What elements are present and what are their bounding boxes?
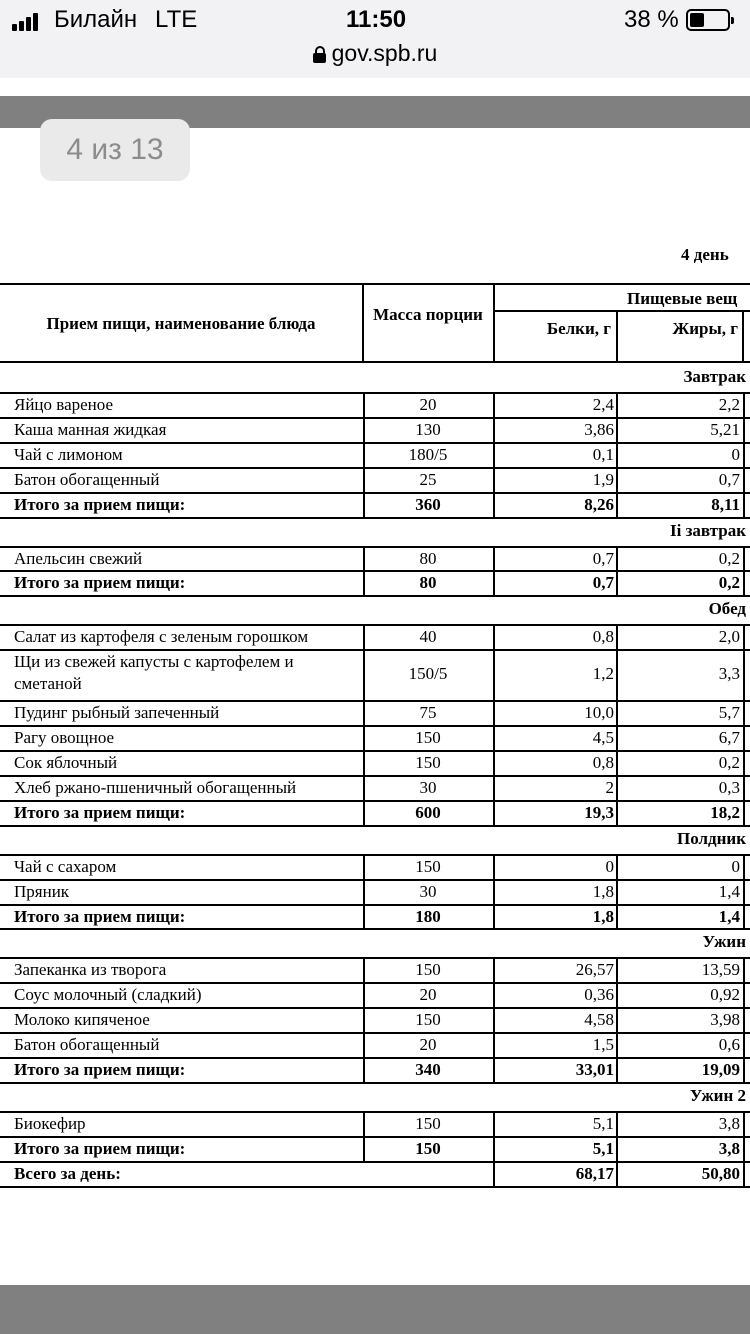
column-divider	[743, 649, 745, 702]
column-divider	[616, 310, 618, 363]
row-border	[0, 570, 750, 572]
column-divider	[363, 700, 365, 727]
column-divider	[616, 879, 618, 906]
fat-cell: 5,7	[718, 703, 740, 723]
dish-name: Сок яблочный	[14, 753, 118, 772]
protein-cell: 5,1	[592, 1138, 614, 1158]
protein-cell: 2	[605, 777, 614, 797]
column-divider	[743, 879, 745, 906]
column-divider	[363, 467, 365, 494]
total-label: Итого за прием пищи:	[14, 573, 186, 593]
dish-name: Чай с сахаром	[14, 856, 117, 876]
column-divider	[493, 1057, 495, 1084]
mass-cell: 75	[419, 703, 437, 723]
dish-name: Биокефир	[14, 1113, 86, 1133]
fat-cell: 3,3	[718, 664, 740, 684]
row-border	[0, 417, 750, 419]
section-title: Ужин 2	[689, 1085, 746, 1105]
column-divider	[743, 982, 745, 1009]
fat-cell: 0,7	[718, 469, 740, 489]
column-divider	[743, 467, 745, 494]
column-divider	[616, 957, 618, 984]
dish-name: Яйцо вареное	[14, 395, 114, 414]
column-divider	[493, 442, 495, 469]
column-divider	[363, 775, 365, 802]
column-divider	[362, 283, 364, 363]
column-divider	[493, 417, 495, 444]
fat-cell: 0	[731, 856, 740, 876]
mass-cell: 150	[415, 1113, 441, 1133]
mass-cell: 180	[415, 906, 441, 926]
column-divider	[363, 649, 365, 702]
protein-cell: 1,2	[592, 664, 614, 684]
column-divider	[743, 546, 745, 573]
dish-name: Пудинг рыбный запеченный	[14, 703, 220, 723]
fat-cell: 0,3	[718, 777, 740, 797]
column-divider	[743, 1032, 745, 1059]
fat-cell: 50,80	[701, 1163, 740, 1183]
mass-cell: 30	[419, 777, 437, 797]
total-label: Всего за день:	[14, 1163, 121, 1183]
dish-name: Апельсин свежий	[14, 548, 143, 568]
fat-cell: 1,4	[718, 881, 740, 901]
row-border	[0, 904, 750, 906]
mass-cell: 20	[419, 395, 437, 414]
column-divider	[616, 750, 618, 777]
column-divider	[743, 1007, 745, 1034]
column-divider	[743, 570, 745, 597]
column-divider	[493, 854, 495, 881]
column-divider	[493, 546, 495, 573]
column-divider	[493, 725, 495, 752]
protein-cell: 2,4	[592, 395, 614, 414]
column-divider	[363, 546, 365, 573]
status-bar	[0, 0, 750, 78]
column-divider	[616, 800, 618, 827]
column-divider	[616, 775, 618, 802]
fat-cell: 3,8	[718, 1138, 740, 1158]
row-border	[0, 879, 750, 881]
mass-cell: 25	[419, 469, 437, 489]
mass-cell: 80	[419, 573, 437, 593]
fat-cell: 19,09	[701, 1060, 740, 1079]
mass-cell: 150	[415, 1010, 441, 1030]
row-border	[0, 442, 750, 444]
mass-cell: 150	[415, 960, 441, 980]
dish-name: Салат из картофеля с зеленым горошком	[14, 627, 309, 647]
mass-cell: 150	[415, 856, 441, 876]
protein-cell: 0,1	[592, 444, 614, 464]
row-border	[0, 1057, 750, 1059]
total-label: Итого за прием пищи:	[14, 802, 186, 822]
column-divider	[493, 1161, 495, 1188]
row-border	[0, 1082, 750, 1084]
mass-cell: 150	[415, 753, 441, 772]
column-divider	[743, 904, 745, 931]
table-border	[0, 546, 750, 548]
fat-cell: 0	[731, 444, 740, 464]
column-divider	[616, 1032, 618, 1059]
row-border	[0, 928, 750, 930]
mass-cell: 40	[419, 627, 437, 647]
column-divider	[493, 1032, 495, 1059]
column-divider	[363, 570, 365, 597]
column-divider	[493, 624, 495, 651]
fat-cell: 5,21	[710, 419, 740, 439]
total-label: Итого за прием пищи:	[14, 1060, 186, 1079]
section-title: Полдник	[676, 828, 746, 848]
row-border	[0, 467, 750, 469]
row-border	[0, 595, 750, 597]
protein-cell: 5,1	[592, 1113, 614, 1133]
column-divider	[493, 957, 495, 984]
column-divider	[616, 725, 618, 752]
column-divider	[616, 854, 618, 881]
column-divider	[493, 1136, 495, 1163]
column-divider	[743, 854, 745, 881]
mass-cell: 360	[415, 494, 441, 514]
protein-cell: 0,7	[592, 548, 614, 568]
column-divider	[616, 467, 618, 494]
total-label: Итого за прием пищи:	[14, 906, 186, 926]
battery-percent: 38 %	[624, 6, 679, 33]
fat-cell: 0,6	[718, 1035, 740, 1055]
header-proteins: Белки, г	[546, 319, 611, 338]
column-divider	[493, 392, 495, 419]
column-divider	[743, 725, 745, 752]
column-divider	[743, 1161, 745, 1188]
total-label: Итого за прием пищи:	[14, 1138, 186, 1158]
column-divider	[363, 417, 365, 444]
mass-cell: 80	[419, 548, 437, 568]
viewer-bottom-bar	[0, 1285, 750, 1334]
column-divider	[743, 492, 745, 519]
column-divider	[363, 442, 365, 469]
column-divider	[363, 982, 365, 1009]
table-border	[493, 310, 750, 312]
column-divider	[743, 750, 745, 777]
column-divider	[493, 879, 495, 906]
fat-cell: 3,98	[710, 1010, 740, 1030]
protein-cell: 0,36	[584, 985, 614, 1005]
dish-name: Хлеб ржано-пшеничный обогащенный	[14, 777, 297, 797]
column-divider	[363, 904, 365, 931]
column-divider	[616, 982, 618, 1009]
row-border	[0, 1032, 750, 1034]
dish-name: Пряник	[14, 881, 70, 901]
column-divider	[363, 392, 365, 419]
row-border	[0, 982, 750, 984]
column-divider	[363, 1032, 365, 1059]
header-mass: Масса порции	[373, 305, 483, 324]
protein-cell: 1,8	[592, 881, 614, 901]
mass-cell: 340	[415, 1060, 441, 1079]
column-divider	[743, 800, 745, 827]
section-title: Ужин	[702, 932, 746, 952]
column-divider	[363, 1136, 365, 1163]
signal-icon	[12, 13, 46, 31]
row-border	[0, 750, 750, 752]
column-divider	[363, 800, 365, 827]
column-divider	[616, 1136, 618, 1163]
mass-cell: 30	[419, 881, 437, 901]
column-divider	[363, 750, 365, 777]
protein-cell: 68,17	[575, 1163, 614, 1183]
protein-cell: 26,57	[575, 960, 614, 980]
column-divider	[616, 904, 618, 931]
table-border	[0, 392, 750, 394]
column-divider	[363, 492, 365, 519]
protein-cell: 4,5	[592, 728, 614, 748]
protein-cell: 1,5	[592, 1035, 614, 1055]
fat-cell: 0,92	[710, 985, 740, 1005]
row-border	[0, 800, 750, 802]
column-divider	[616, 417, 618, 444]
row-border	[0, 725, 750, 727]
section-title: Обед	[708, 599, 746, 619]
carrier-name: Билайн	[54, 6, 138, 33]
column-divider	[616, 1161, 618, 1188]
column-divider	[743, 624, 745, 651]
column-divider	[363, 1057, 365, 1084]
header-nutrients-group: Пищевые вещ	[627, 289, 738, 308]
column-divider	[616, 392, 618, 419]
column-divider	[616, 442, 618, 469]
column-divider	[743, 442, 745, 469]
page-indicator: 4 из 13	[40, 119, 190, 181]
column-divider	[743, 1057, 745, 1084]
section-title: Ii завтрак	[670, 520, 746, 540]
protein-cell: 0	[605, 856, 614, 876]
column-divider	[363, 624, 365, 651]
dish-name: Чай с лимоном	[14, 444, 123, 464]
fat-cell: 0,2	[718, 573, 740, 593]
protein-cell: 1,9	[592, 469, 614, 489]
column-divider	[363, 879, 365, 906]
total-label: Итого за прием пищи:	[14, 494, 186, 514]
mass-cell: 180/5	[408, 444, 448, 464]
row-border	[0, 517, 750, 519]
mass-cell: 20	[419, 1035, 437, 1055]
fat-cell: 18,2	[710, 802, 740, 822]
column-divider	[493, 982, 495, 1009]
dish-name: Щи из свежей капусты с картофелем и	[14, 652, 294, 672]
column-divider	[743, 700, 745, 727]
protein-cell: 8,26	[584, 494, 614, 514]
dish-name: Батон обогащенный	[14, 469, 160, 489]
lock-icon	[313, 46, 326, 62]
row-border	[0, 1186, 750, 1188]
mass-cell: 20	[419, 985, 437, 1005]
row-border	[0, 1136, 750, 1138]
column-divider	[363, 957, 365, 984]
fat-cell: 0,2	[718, 753, 740, 772]
address-bar[interactable]	[0, 40, 750, 67]
column-divider	[363, 854, 365, 881]
table-border	[0, 361, 750, 363]
row-border	[0, 700, 750, 702]
column-divider	[493, 467, 495, 494]
protein-cell: 1,8	[592, 906, 614, 926]
dish-name: Рагу овощное	[14, 728, 115, 748]
mass-cell: 130	[415, 419, 441, 439]
row-border	[0, 825, 750, 827]
protein-cell: 4,58	[584, 1010, 614, 1030]
row-border	[0, 775, 750, 777]
column-divider	[743, 417, 745, 444]
column-divider	[616, 1057, 618, 1084]
column-divider	[493, 750, 495, 777]
dish-name: Батон обогащенный	[14, 1035, 160, 1055]
day-title: 4 день	[681, 245, 729, 264]
mass-cell: 150/5	[408, 664, 448, 684]
column-divider	[493, 800, 495, 827]
column-divider	[363, 1007, 365, 1034]
mass-cell: 600	[415, 802, 441, 822]
column-divider	[616, 546, 618, 573]
column-divider	[493, 1111, 495, 1138]
row-border	[0, 492, 750, 494]
dish-name: Соус молочный (сладкий)	[14, 985, 202, 1005]
column-divider	[743, 775, 745, 802]
header-fats: Жиры, г	[672, 319, 738, 338]
column-divider	[743, 1136, 745, 1163]
column-divider	[616, 700, 618, 727]
protein-cell: 0,8	[592, 627, 614, 647]
dish-name: Запеканка из творога	[14, 960, 167, 980]
dish-name: Молоко кипяченое	[14, 1010, 150, 1030]
column-divider	[743, 392, 745, 419]
section-title: Завтрак	[683, 367, 746, 386]
dish-name: Каша манная жидкая	[14, 419, 167, 439]
column-divider	[493, 775, 495, 802]
table-border	[0, 624, 750, 626]
protein-cell: 0,7	[592, 573, 614, 593]
protein-cell: 3,86	[584, 419, 614, 439]
mass-cell: 150	[415, 1138, 441, 1158]
protein-cell: 19,3	[584, 802, 614, 822]
table-border	[0, 283, 750, 285]
clock: 11:50	[346, 6, 407, 33]
fat-cell: 2,2	[718, 395, 740, 414]
row-border	[0, 1007, 750, 1009]
row-border	[0, 1161, 750, 1163]
column-divider	[616, 570, 618, 597]
fat-cell: 8,11	[711, 494, 740, 514]
dish-name-continued: сметаной	[14, 674, 82, 694]
column-divider	[743, 957, 745, 984]
column-divider	[616, 492, 618, 519]
table-border	[0, 854, 750, 856]
column-divider	[743, 1111, 745, 1138]
column-divider	[493, 904, 495, 931]
mass-cell: 150	[415, 728, 441, 748]
url-text: gov.spb.ru	[331, 40, 438, 66]
row-border	[0, 649, 750, 651]
header-meal-name: Прием пищи, наименование блюда	[46, 314, 316, 333]
fat-cell: 0,2	[718, 548, 740, 568]
column-divider	[616, 624, 618, 651]
column-divider	[493, 1007, 495, 1034]
column-divider	[616, 1007, 618, 1034]
column-divider	[493, 570, 495, 597]
fat-cell: 3,8	[718, 1113, 740, 1133]
table-border	[0, 957, 750, 959]
fat-cell: 13,59	[701, 960, 740, 980]
network-type: LTE	[155, 6, 198, 33]
fat-cell: 2,0	[718, 627, 740, 647]
table-border	[0, 1111, 750, 1113]
protein-cell: 10,0	[584, 703, 614, 723]
column-divider	[616, 649, 618, 702]
column-divider	[493, 283, 495, 363]
column-divider	[363, 1111, 365, 1138]
column-divider	[493, 492, 495, 519]
column-divider	[616, 1111, 618, 1138]
protein-cell: 0,8	[592, 753, 614, 772]
fat-cell: 6,7	[718, 728, 740, 748]
fat-cell: 1,4	[718, 906, 740, 926]
column-divider	[742, 310, 744, 363]
column-divider	[493, 649, 495, 702]
protein-cell: 33,01	[575, 1060, 614, 1079]
column-divider	[363, 725, 365, 752]
battery-icon	[686, 9, 730, 31]
column-divider	[493, 700, 495, 727]
